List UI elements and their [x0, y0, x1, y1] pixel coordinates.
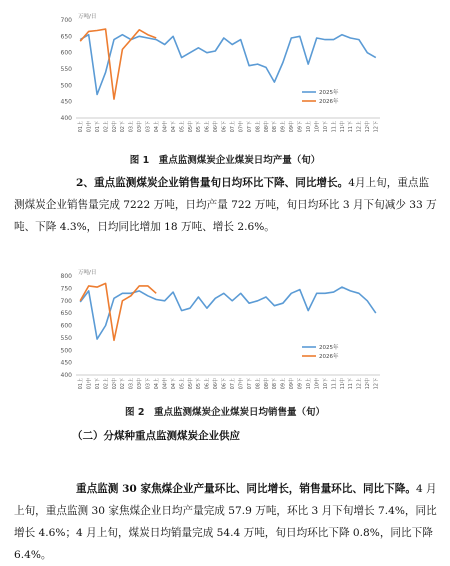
chart1-ytick-label-1: 450 — [60, 98, 72, 106]
figure-1-caption: 图 1 重点监测煤炭企业煤炭日均产量（旬） — [129, 155, 321, 166]
chart1-xtick-label-19: 07中 — [238, 121, 245, 133]
chart2-ytick-label-5: 650 — [60, 310, 72, 318]
paragraph-coking-coal — [14, 478, 439, 566]
paragraph-coking-coal-heading: 重点监测 30 家焦煤企业产量环比、同比增长，销售量环比、同比下降。 — [76, 483, 416, 495]
paragraph-sales — [14, 172, 439, 238]
chart2-xtick-label-14: 05下 — [196, 378, 203, 390]
chart1-xtick-label-25: 09中 — [289, 121, 296, 133]
chart2-xtick-label-12: 05上 — [179, 378, 186, 390]
chart-daily-output — [0, 0, 450, 148]
chart2-legend-label-0: 2025年 — [319, 345, 339, 351]
chart1-ytick-label-0: 400 — [60, 115, 72, 122]
chart2-xtick-label-11: 04下 — [170, 378, 177, 390]
chart2-xtick-label-32: 11下 — [348, 378, 355, 390]
chart1-xtick-label-23: 08下 — [272, 121, 279, 133]
chart1-xtick-label-12: 05上 — [179, 121, 186, 133]
chart2-xtick-label-23: 08下 — [272, 378, 279, 390]
chart1-series-line-0 — [80, 35, 376, 95]
chart2-xtick-label-3: 02上 — [103, 378, 110, 390]
chart1-xtick-label-32: 11下 — [348, 121, 355, 133]
chart2-ytick-label-1: 450 — [60, 359, 72, 367]
chart2-xtick-label-8: 03下 — [145, 378, 152, 390]
chart1-xtick-label-10: 04中 — [162, 121, 169, 133]
chart2-ytick-label-6: 700 — [60, 297, 72, 305]
chart1-xtick-label-18: 07上 — [230, 121, 237, 133]
chart2-xtick-label-30: 11上 — [331, 378, 338, 390]
chart1-ytick-label-6: 700 — [60, 17, 72, 24]
chart1-xtick-label-4: 02中 — [111, 121, 118, 133]
chart1-xtick-label-17: 06下 — [221, 121, 228, 133]
chart2-xtick-label-1: 01中 — [86, 378, 93, 390]
chart2-xtick-label-29: 10下 — [322, 378, 329, 390]
chart2-xtick-label-35: 12下 — [373, 378, 380, 390]
chart1-xtick-label-20: 07下 — [246, 121, 253, 133]
chart1-xtick-label-14: 05下 — [196, 121, 203, 133]
chart1-xtick-label-26: 09下 — [297, 121, 304, 133]
chart1-legend-label-1: 2026年 — [319, 99, 339, 105]
chart1-ytick-label-5: 650 — [60, 33, 72, 41]
chart2-xtick-label-15: 06上 — [204, 378, 211, 390]
chart2-xtick-label-26: 09下 — [297, 378, 304, 390]
chart1-xtick-label-3: 02上 — [103, 121, 110, 133]
chart2-unit-label: 万吨/日 — [78, 270, 97, 276]
chart1-xtick-label-13: 05中 — [187, 121, 194, 133]
chart2-xtick-label-31: 11中 — [339, 378, 346, 390]
chart1-xtick-label-28: 10中 — [314, 121, 321, 133]
chart1-xtick-label-30: 11上 — [331, 121, 338, 133]
chart2-series-line-0 — [80, 287, 376, 339]
figure-2-caption: 图 2 重点监测煤炭企业煤炭日均销售量（旬） — [125, 407, 325, 418]
chart2-xtick-label-7: 03中 — [137, 378, 144, 390]
chart2-xtick-label-17: 06下 — [221, 378, 228, 390]
chart2-ytick-label-3: 550 — [60, 334, 72, 342]
chart1-xtick-label-6: 03上 — [128, 121, 135, 133]
paragraph-sales-heading: 2、重点监测煤炭企业销售量旬日均环比下降、同比增长。 — [76, 177, 349, 189]
paragraph-sales-body: 4月上旬，重点监测煤炭企业销售量完成 7222 万吨，日均产量 722 万吨，旬日均环比 3 月下旬减少 33 万吨、下降 4.3%，日均同比增加 18 万吨、增长 2.6%。 — [14, 177, 437, 233]
chart1-xtick-label-7: 03中 — [137, 121, 144, 133]
chart2-xtick-label-28: 10中 — [314, 378, 321, 390]
chart2-xtick-label-18: 07上 — [230, 378, 237, 390]
chart2-xtick-label-22: 08中 — [263, 378, 270, 390]
chart2-xtick-label-24: 09上 — [280, 378, 287, 390]
chart2-ytick-label-8: 800 — [60, 273, 72, 280]
chart1-xtick-label-22: 08中 — [263, 121, 270, 133]
section-heading-coal-types: （二）分煤种重点监测煤炭企业供应 — [72, 430, 240, 442]
chart2-xtick-label-19: 07中 — [238, 378, 245, 390]
chart1-xtick-label-2: 01下 — [94, 121, 101, 133]
chart2-xtick-label-33: 12上 — [356, 378, 363, 390]
chart2-xtick-label-9: 04上 — [154, 378, 161, 390]
chart2-xtick-label-21: 08上 — [255, 378, 262, 390]
chart2-legend-label-1: 2026年 — [319, 354, 339, 360]
chart2-xtick-label-25: 09中 — [289, 378, 296, 390]
chart1-xtick-label-33: 12上 — [356, 121, 363, 133]
chart2-ytick-label-2: 500 — [60, 347, 72, 355]
chart1-ytick-label-3: 550 — [60, 66, 72, 73]
chart2-xtick-label-20: 07下 — [246, 378, 253, 390]
chart2-xtick-label-27: 10上 — [306, 378, 313, 390]
chart2-ytick-label-0: 400 — [60, 372, 72, 379]
chart1-xtick-label-16: 06中 — [213, 121, 220, 133]
chart1-ytick-label-2: 500 — [60, 82, 72, 90]
chart1-xtick-label-24: 09上 — [280, 121, 287, 133]
chart1-xtick-label-34: 12中 — [365, 121, 372, 133]
chart2-xtick-label-13: 05中 — [187, 378, 194, 390]
chart2-xtick-label-10: 04中 — [162, 378, 169, 390]
chart1-xtick-label-11: 04下 — [170, 121, 177, 133]
paragraph-coking-coal-body: 4 月上旬，重点监测 30 家焦煤企业日均产量完成 57.9 万吨，环比 3 月下旬增长 7.4%，同比增长 4.6%；4 月上旬，煤炭日均销量完成 54.4 万吨，旬日均环比下降 0.8%，同比下降 6.4%。 — [14, 483, 437, 561]
chart2-xtick-label-6: 03上 — [128, 378, 135, 390]
chart1-xtick-label-5: 02下 — [120, 121, 127, 133]
chart2-xtick-label-34: 12中 — [365, 378, 372, 390]
chart1-xtick-label-8: 03下 — [145, 121, 152, 133]
chart1-xtick-label-1: 01中 — [86, 121, 93, 133]
chart1-xtick-label-21: 08上 — [255, 121, 262, 133]
chart1-ytick-label-4: 600 — [60, 49, 72, 57]
chart2-xtick-label-16: 06中 — [213, 378, 220, 390]
chart1-xtick-label-27: 10上 — [306, 121, 313, 133]
chart1-unit-label: 万吨/日 — [78, 14, 97, 20]
chart2-xtick-label-4: 02中 — [111, 378, 118, 390]
chart2-xtick-label-5: 02下 — [120, 378, 127, 390]
chart-daily-sales — [0, 263, 450, 403]
chart1-xtick-label-31: 11中 — [339, 121, 346, 133]
chart1-xtick-label-9: 04上 — [154, 121, 161, 133]
chart1-xtick-label-29: 10下 — [322, 121, 329, 133]
chart1-xtick-label-15: 06上 — [204, 121, 211, 133]
chart2-ytick-label-4: 600 — [60, 322, 72, 330]
chart1-xtick-label-35: 12下 — [373, 121, 380, 133]
chart1-series-line-1 — [80, 29, 156, 99]
chart2-ytick-label-7: 750 — [60, 285, 72, 293]
chart2-xtick-label-0: 01上 — [78, 378, 85, 390]
chart1-legend-label-0: 2025年 — [319, 90, 339, 96]
chart2-xtick-label-2: 01下 — [94, 378, 101, 390]
chart1-xtick-label-0: 01上 — [78, 121, 85, 133]
